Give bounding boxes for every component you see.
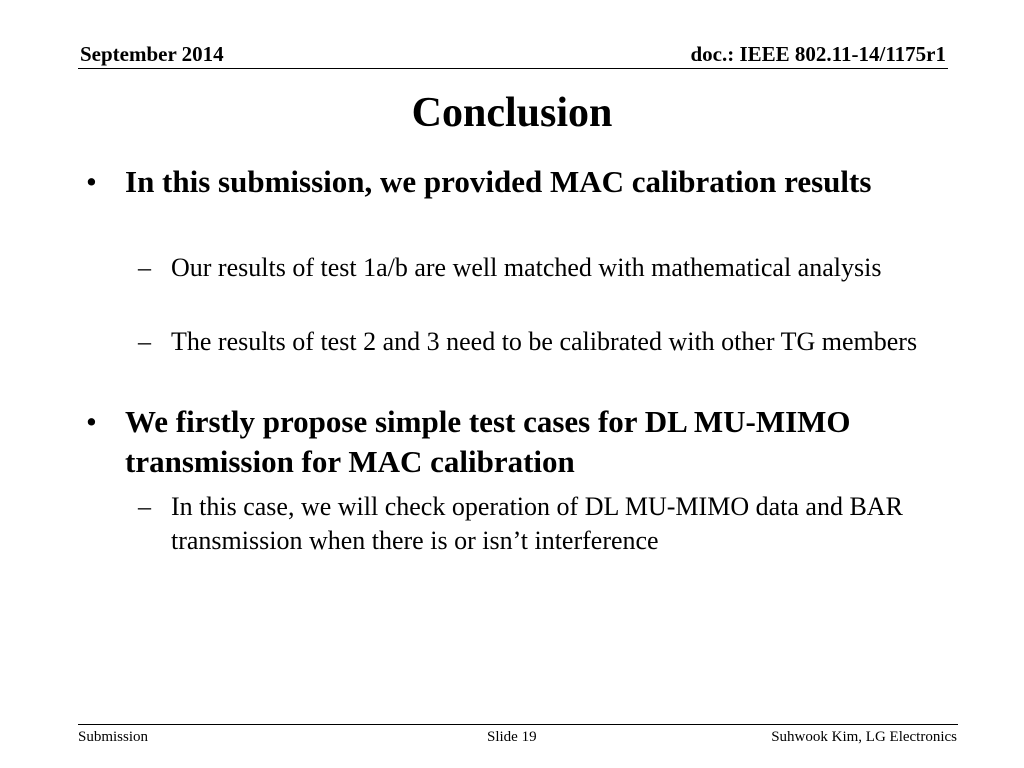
footer-divider — [78, 724, 958, 725]
bullet-icon: • — [86, 404, 97, 439]
bullet-1-sub-1: Our results of test 1a/b are well matched with mathematical analysis — [171, 253, 882, 282]
bullet-icon: • — [86, 164, 97, 199]
footer-author: Suhwook Kim, LG Electronics — [771, 729, 957, 745]
bullet-2-sub-1: In this case, we will check operation of DL MU-MIMO data and BAR transmission when there is or isn’t interference — [171, 492, 903, 555]
bullet-2-text: We firstly propose simple test cases for DL MU-MIMO transmission for MAC calibration — [125, 404, 851, 479]
footer-submission: Submission — [78, 729, 149, 745]
bullet-1-text: In this submission, we provided MAC calibration results — [125, 164, 872, 199]
header-divider — [78, 68, 948, 69]
bullet-1-sub-2: The results of test 2 and 3 need to be calibrated with other TG members — [171, 327, 918, 356]
footer-slide-number: Slide 19 — [487, 729, 537, 745]
slide-title: Conclusion — [411, 90, 613, 136]
dash-icon: – — [138, 492, 151, 521]
dash-icon: – — [138, 327, 151, 356]
dash-icon: – — [138, 253, 151, 282]
header-doc-id: doc.: IEEE 802.11-14/1175r1 — [690, 42, 946, 66]
header-date: September 2014 — [80, 42, 224, 66]
